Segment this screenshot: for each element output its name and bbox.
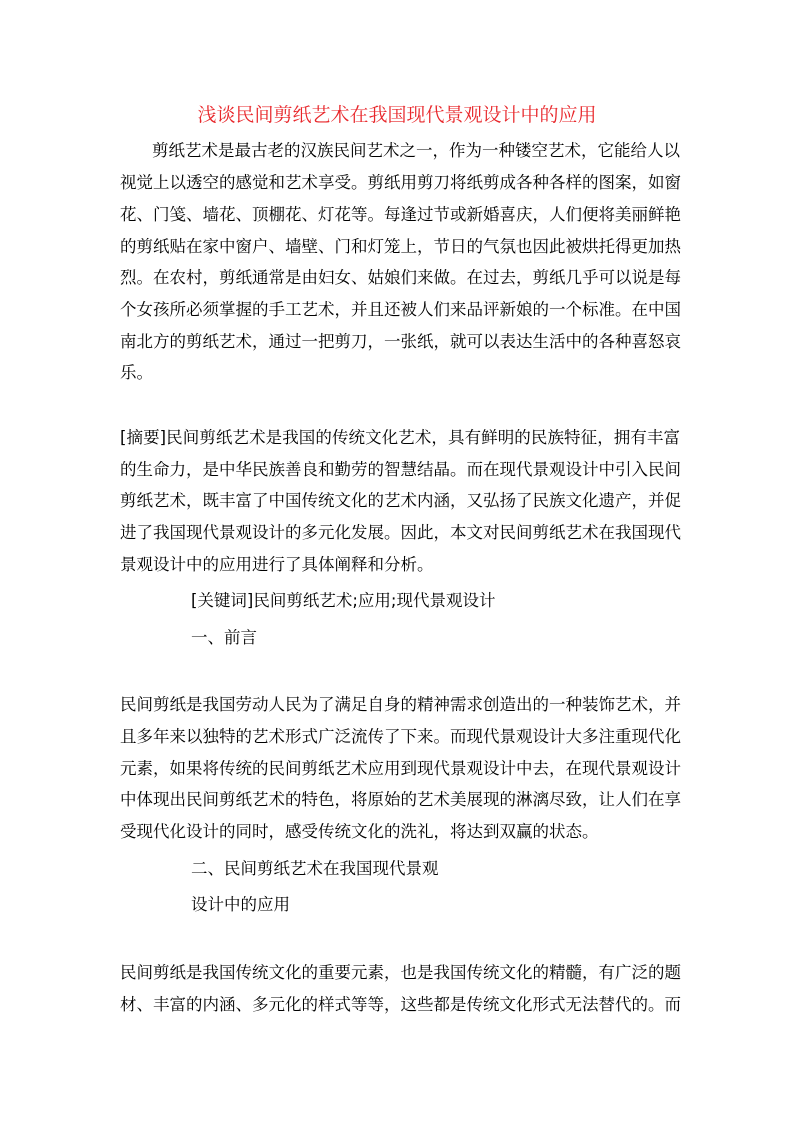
intro-line: 烈。在农村，剪纸通常是由妇女、姑娘们来做。在过去，剪纸几乎可以说是每 [120,268,681,287]
document-title: 浅谈民间剪纸艺术在我国现代景观设计中的应用 [197,104,597,126]
abstract-line: 景观设计中的应用进行了具体阐释和分析。 [120,555,434,574]
section1-line: 民间剪纸是我国劳动人民为了满足自身的精神需求创造出的一种装饰艺术，并 [120,695,681,714]
section2-line: 材、丰富的内涵、多元化的样式等等，这些都是传统文化形式无法替代的。而 [120,995,681,1014]
intro-line: 乐。 [120,363,153,382]
section2-line: 民间剪纸是我国传统文化的重要元素，也是我国传统文化的精髓，有广泛的题 [120,963,681,982]
section-heading: 一、前言 [191,628,257,647]
intro-line: 剪纸艺术是最古老的汉族民间艺术之一，作为一种镂空艺术，它能给人以 [152,141,680,160]
intro-line: 花、门笺、墙花、顶棚花、灯花等。每逢过节或新婚喜庆，人们便将美丽鲜艳 [120,205,681,224]
intro-line: 的剪纸贴在家中窗户、墙壁、门和灯笼上，节日的气氛也因此被烘托得更加热 [120,237,681,256]
section-heading: 二、民间剪纸艺术在我国现代景观 [191,859,439,878]
intro-line: 视觉上以透空的感觉和艺术享受。剪纸用剪刀将纸剪成各种各样的图案，如窗 [120,173,681,192]
section1-line: 且多年来以独特的艺术形式广泛流传了下来。而现代景观设计大多注重现代化 [120,727,681,746]
intro-line: 南北方的剪纸艺术，通过一把剪刀，一张纸，就可以表达生活中的各种喜怒哀 [120,332,681,351]
abstract-line: [摘要]民间剪纸艺术是我国的传统文化艺术，具有鲜明的民族特征，拥有丰富 [120,428,680,447]
section1-line: 元素，如果将传统的民间剪纸艺术应用到现代景观设计中去，在现代景观设计 [120,759,681,778]
abstract-line: 进了我国现代景观设计的多元化发展。因此，本文对民间剪纸艺术在我国现代 [120,523,681,542]
section1-line: 受现代化设计的同时，感受传统文化的洗礼，将达到双赢的状态。 [120,822,599,841]
abstract-line: 的生命力，是中华民族善良和勤劳的智慧结晶。而在现代景观设计中引入民间 [120,460,681,479]
intro-line: 个女孩所必须掌握的手工艺术，并且还被人们来品评新娘的一个标准。在中国 [120,300,681,319]
section-heading: 设计中的应用 [191,895,290,914]
section1-line: 中体现出民间剪纸艺术的特色，将原始的艺术美展现的淋漓尽致，让人们在享 [120,790,681,809]
abstract-line: 剪纸艺术，既丰富了中国传统文化的艺术内涵，又弘扬了民族文化遗产，并促 [120,491,681,510]
keywords: [关键词]民间剪纸艺术;应用;现代景观设计 [191,591,496,610]
